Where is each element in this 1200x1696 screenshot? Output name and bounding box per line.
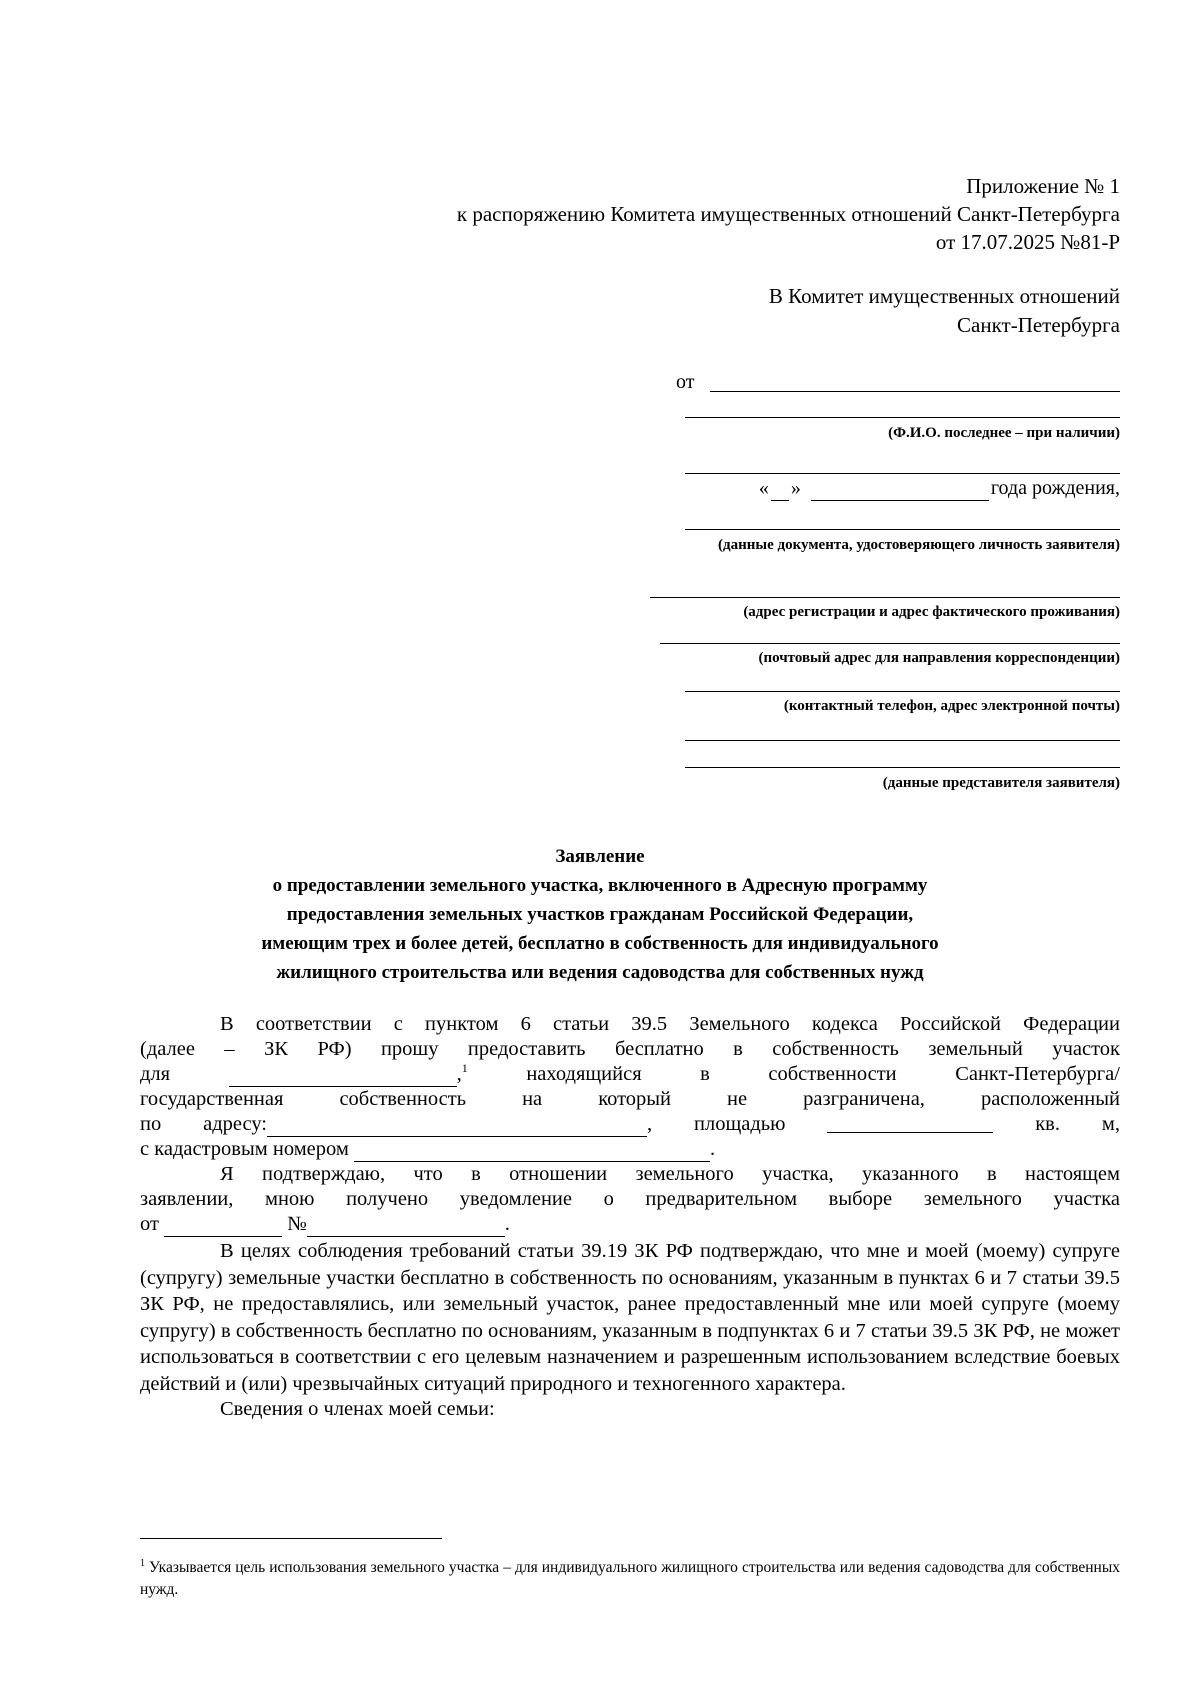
from-label: от [676,371,695,393]
birth-day-field[interactable] [771,477,789,501]
notice-number-field[interactable] [307,1216,505,1237]
footnote-ref-mark[interactable]: 1 [461,1061,468,1076]
postal-field[interactable] [660,643,1120,644]
cadastral-number-field[interactable] [354,1141,710,1162]
paragraph-2-line-3: от № . [140,1213,510,1235]
paragraph-1-line-1: В соответствии с пунктом 6 статьи 39.5 Земельного кодекса Российской Федерации [220,1013,1120,1035]
paragraph-1-line-6: с кадастровым номером . [140,1138,716,1160]
by-word: по [140,1113,162,1135]
appendix-order-date: от 17.07.2025 №81-Р [935,230,1120,254]
addressee-line-1: В Комитет имущественных отношений [768,284,1120,308]
representative-field-line-1[interactable] [685,740,1120,741]
footnote-mark: 1 [140,1557,145,1569]
paragraph-2-line-1: Я подтверждаю, что в отношении земельного участка, указанного в настоящем [220,1163,1120,1185]
fio-caption: (Ф.И.О. последнее – при наличии) [888,425,1120,441]
footnote-separator [140,1538,442,1539]
area-label: площадью [694,1113,786,1135]
representative-caption: (данные представителя заявителя) [882,775,1120,791]
addressee [520,282,1120,340]
birth-quote-close: » [790,477,801,499]
title-line-5: жилищного строительства или ведения садоводства для собственных нужд [276,962,924,983]
birth-date-row [759,477,1120,501]
paragraph-4: Сведения о членах моей семьи: [220,1398,495,1420]
spb-word: Санкт-Петербурга/ [955,1063,1120,1085]
in-word: в [700,1063,710,1085]
contact-caption: (контактный телефон, адрес электронной почты) [783,698,1120,714]
ownership-word: собственности [768,1063,897,1085]
birth-quote-open: « [758,477,769,499]
fio-field-line-2[interactable] [685,417,1120,418]
footnote [140,1557,1120,1601]
title-line-2: о предоставлении земельного участка, включенного в Адресную программу [272,875,928,896]
appendix-number: Приложение № 1 [966,174,1120,198]
application-body [140,1012,1120,1422]
located-word: находящийся [526,1063,642,1085]
address-caption: (адрес регистрации и адрес фактического проживания) [743,604,1120,620]
cadastral-label: с кадастровым номером [140,1138,349,1160]
m-word: м, [1101,1113,1120,1135]
paragraph-2-line-2: заявлении, мною получено уведомление о предварительном выборе земельного участка [140,1188,1120,1210]
id-document-field[interactable] [685,529,1120,530]
appendix-header [300,172,1120,256]
paragraph-3: В целях соблюдения требований статьи 39.19 ЗК РФ подтверждаю, что мне и моей (моему) супруге (супругу) земельные участки бесплатно в собственность по основаниям, указанным в пунктах 6 и 7 статьи 39.5 ЗК РФ, не предоставлялись, или земельный участок, ранее предоставленный мне или моей супруге (моему супругу) в собственность бесплатно по основаниям, указанным в подпунктах 6 и 7 статьи 39.5 ЗК РФ, не может использоваться в соответствии с его целевым назначением и разрешенным использованием вследствие боевых действий и (или) чрезвычайных ситуаций природного и техногенного характера. [140,1240,1120,1395]
plot-area-field[interactable] [827,1112,993,1133]
title-line-1: Заявление [555,846,645,867]
purpose-field-wrap: ,$^1$ [229,1062,468,1087]
postal-caption: (почтовый адрес для направления корреспонденции) [758,650,1120,666]
birth-month-year-field[interactable] [811,477,989,501]
title-line-3: предоставления земельных участков гражданам Российской Федерации, [286,904,914,925]
paragraph-1-line-2: (далее – ЗК РФ) прошу предоставить бесплатно в собственность земельный участок [140,1038,1120,1060]
plot-address-field[interactable] [267,1116,647,1137]
address-field[interactable] [650,597,1120,598]
contact-field[interactable] [685,691,1120,692]
sq-word: кв. [1035,1113,1060,1135]
notice-date-field[interactable] [164,1216,282,1237]
address-label-wrap: адресу: , [203,1113,653,1135]
title-line-4: имеющим трех и более детей, бесплатно в собственность для индивидуального [261,933,939,954]
notice-number-label: № [287,1213,307,1235]
address-label: адресу: [203,1113,268,1135]
birth-upper-line[interactable] [685,473,1120,474]
application-title [80,842,1120,987]
purpose-field[interactable] [229,1066,457,1087]
purpose-label: для [140,1063,171,1085]
footnote-text: Указывается цель использования земельного участка – для индивидуального жилищного строительства или ведения садоводства для собственных нужд. [140,1559,1120,1598]
id-document-caption: (данные документа, удостоверяющего личность заявителя) [718,537,1120,553]
appendix-order-ref: к распоряжению Комитета имущественных отношений Санкт-Петербурга [456,202,1120,226]
representative-field-line-2[interactable] [685,767,1120,768]
fio-field-line-1[interactable] [710,391,1120,392]
notice-from-label: от [140,1213,159,1235]
birth-suffix: года рождения, [990,477,1120,499]
paragraph-1-line-5 [140,1112,1120,1137]
addressee-line-2: Санкт-Петербурга [957,313,1120,337]
paragraph-1-line-4: государственная собственность на который не разграничена, расположенный [140,1088,1120,1110]
paragraph-1-line-3 [140,1062,1120,1087]
